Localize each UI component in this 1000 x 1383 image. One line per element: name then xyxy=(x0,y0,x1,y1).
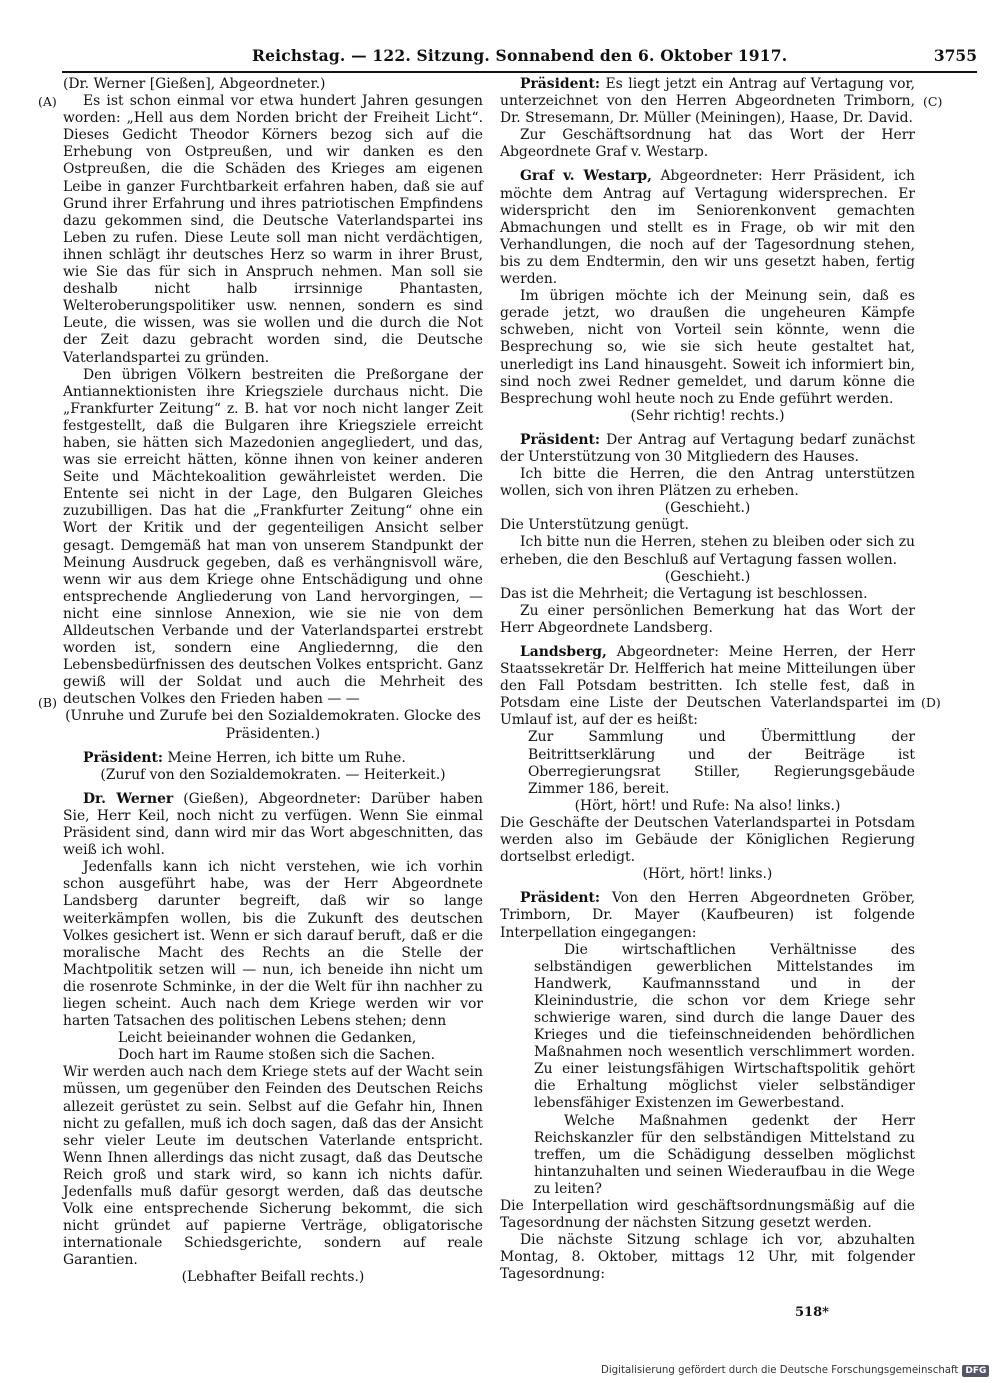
paragraph: Im übrigen möchte ich der Meinung sein, daß es gerade jetzt, wo draußen die ungeheuren Kämpfe schweben, nicht von Vorteil sein könnte, wenn die Besprechung so, wie sie sich heute gestaltet hat, unerledigt ins Land hinausgeht. Soweit ich informiert bin, sind noch zwei Redner gemeldet, und darum könne die Besprechung wohl heute noch zu Ende geführt werden. xyxy=(500,288,915,407)
page-number: 3755 xyxy=(933,46,977,65)
paragraph: Die Unterstützung genügt. xyxy=(500,517,689,534)
paragraph: Die nächste Sitzung schlage ich vor, abzuhalten Montag, 8. Oktober, mittags 12 Uhr, mit folgender Tagesordnung: xyxy=(500,1232,915,1283)
paragraph: Ich bitte nun die Herren, stehen zu bleiben oder sich zu erheben, die den Beschluß auf Vertagung fassen wollen. xyxy=(500,534,915,568)
dfg-logo: DFG xyxy=(962,1365,989,1377)
speaker-name: Präsident: xyxy=(520,890,601,907)
interpellation-text xyxy=(500,942,915,1198)
speaker-name: Präsident: xyxy=(520,431,601,448)
quotation: Zur Sammlung und Übermittlung der Beitrittserklärung und der Beiträge ist Oberregierungsrat Stiller, Regierungsgebäude Zimmer 186, bereit. xyxy=(528,729,915,797)
margin-marker-a: (A) xyxy=(38,94,57,109)
interjection: (Geschieht.) xyxy=(664,568,751,585)
paragraph: Die Geschäfte der Deutschen Vaterlandspartei in Potsdam werden also im Gebäude der Königlichen Regierung dortselbst erledigt. xyxy=(500,814,915,866)
margin-marker-d: (D) xyxy=(921,695,941,710)
speaker-name: Graf v. Westarp, xyxy=(520,168,652,185)
interjection: (Hört, hört! links.) xyxy=(642,866,773,883)
interjection: (Sehr richtig! rechts.) xyxy=(630,407,785,424)
paragraph: Das ist die Mehrheit; die Vertagung ist beschlossen. xyxy=(500,585,868,602)
speech-paragraph: Präsident: Der Antrag auf Vertagung bedarf zunächst der Unterstützung von 30 Mitgliedern des Hauses. xyxy=(500,431,916,465)
paragraph: Die Interpellation wird geschäftsordnungsmäßig auf die Tagesordnung der nächsten Sitzung gesetzt werden. xyxy=(500,1198,915,1232)
paragraph: Jedenfalls kann ich nicht verstehen, wie ich vorhin schon ausgeführt habe, was der Herr Abgeordnete Landsberg darunter begreift, daß wir so lange weiterkämpfen wollen, bis die Zukunft des deutschen Volkes gesichert ist. Wenn er sich darauf beruft, daß er die moralische Macht des Rechts an die Stelle der Machtpolitik setzen will — nun, ich beneide ihn nicht um die rosenrote Schminke, in der die Welt für ihn nachher zu liegen scheint. Auch nach dem Kriege werden wir vor harten Tatsachen des politischen Lebens stehen; denn xyxy=(63,859,483,1030)
speaker-name: Dr. Werner xyxy=(83,790,174,807)
interjection: (Unruhe und Zurufe bei den Sozialdemokraten. Glocke des Präsidenten.) xyxy=(65,708,481,742)
speaker-name: Landsberg, xyxy=(520,644,607,660)
verse-line: Leicht beieinander wohnen die Gedanken, xyxy=(118,1030,417,1047)
running-title: Reichstag. — 122. Sitzung. Sonnabend den 6. Oktober 1917. xyxy=(252,46,788,65)
speech-paragraph: Präsident: Von den Herren Abgeordneten Gröber, Trimborn, Dr. Mayer (Kaufbeuren) ist folgende Interpellation eingegangen: xyxy=(500,890,915,941)
speech-paragraph: Präsident: Meine Herren, ich bitte um Ruhe. xyxy=(83,749,406,766)
margin-marker-c: (C) xyxy=(923,94,943,109)
paragraph: Wir werden auch nach dem Kriege stets auf der Wacht sein müssen, um gegenüber den Feinden des Deutschen Reichs allezeit gerüstet zu sein. Selbst auf die Gefahr hin, Ihnen nicht zu gefallen, muß ich doch sagen, daß das der Ansicht sehr vieler Leute im deutschen Vaterlande entspricht. Wenn Ihnen allerdings das nicht zusagt, daß das Deutsche Reich groß und stark wird, so kann ich nichts dafür. Jedenfalls muß dafür gesorgt werden, daß das deutsche Volk eine entsprechende Sicherung bekommt, die sich nicht gründet auf papierne Verträge, obligatorische internationale Schiedsgerichte, sondern auf reale Garantien. xyxy=(63,1064,483,1269)
header-rule xyxy=(62,71,977,73)
interjection: (Lebhafter Beifall rechts.) xyxy=(181,1269,365,1286)
speaker-note: (Dr. Werner [Gießen], Abgeordneter.) xyxy=(63,76,326,92)
right-column xyxy=(500,76,915,1283)
speech-paragraph: Landsberg, Abgeordneter: Meine Herren, der Herr Staatssekretär Dr. Helfferich hat meine Mitteilungen über den Fall Potsdam bestritten. Ich stelle fest, daß in Potsdam eine Liste der Deutschen Vaterlandspartei im Umlauf ist, auf der es heißt: xyxy=(500,644,915,729)
paragraph: Zur Geschäftsordnung hat das Wort der Herr Abgeordnete Graf v. Westarp. xyxy=(500,127,915,161)
page-header xyxy=(62,44,977,70)
paragraph: Zu einer persönlichen Bemerkung hat das Wort der Herr Abgeordnete Landsberg. xyxy=(500,602,915,636)
signature-mark: 518* xyxy=(795,1305,829,1320)
left-column xyxy=(63,76,483,1287)
paragraph: Welche Maßnahmen gedenkt der Herr Reichskanzler für den selbständigen Mittelstand zu treffen, um die Schädigung desselben möglichst hintanzuhalten und seinen Wiederaufbau in die Wege zu leiten? xyxy=(534,1112,915,1197)
speech-paragraph: Dr. Werner (Gießen), Abgeordneter: Darüber haben Sie, Herr Keil, noch nicht zu verfügen. Wenn Sie einmal Präsident sind, dann wird mir das Wort abgeschnitten, das weiß ich wohl. xyxy=(63,790,483,859)
speech-paragraph: Graf v. Westarp, Abgeordneter: Herr Präsident, ich möchte dem Antrag auf Vertagung widersprechen. Er widerspricht den im Seniorenkonvent gemachten Abmachungen und stellt es in Frage, ob wir mit den Verhandlungen, die noch auf der Tagesordnung stehen, bis zu dem Endtermin, den wir uns gesetzt haben, fertig werden. xyxy=(500,168,915,288)
interjection: (Hört, hört! und Rufe: Na also! links.) xyxy=(574,797,841,814)
speaker-name: Präsident: xyxy=(520,76,601,92)
verse-line: Doch hart im Raume stoßen sich die Sachen. xyxy=(118,1047,436,1064)
interjection: (Geschieht.) xyxy=(664,500,751,517)
interjection: (Zuruf von den Sozialdemokraten. — Heiterkeit.) xyxy=(100,766,446,783)
speech-paragraph: Präsident: Es liegt jetzt ein Antrag auf Vertagung vor, unterzeichnet von den Herren Abgeordneten Trimborn, Dr. Stresemann, Dr. Müller (Meiningen), Haase, Dr. David. xyxy=(500,76,915,127)
digitization-credit: Digitalisierung gefördert durch die Deutsche Forschungsgemeinschaft DFG xyxy=(601,1365,989,1377)
margin-marker-b: (B) xyxy=(38,695,57,710)
paragraph: Ich bitte die Herren, die den Antrag unterstützen wollen, sich von ihren Plätzen zu erheben. xyxy=(500,466,915,500)
speaker-name: Präsident: xyxy=(83,749,164,766)
paragraph: Die wirtschaftlichen Verhältnisse des selbständigen gewerblichen Mittelstandes im Handwerk, Kaufmannsstand und in der Kleinindustrie, die schon vor dem Kriege sehr schwierige waren, sind durch die lange Dauer des Krieges und die tiefeinschneidenden behördlichen Maßnahmen noch wesentlich verschlimmert worden. Zu einer leistungsfähigen Wirtschaftspolitik gehört die Erhaltung möglichst vieler selbständiger lebensfähiger Existenzen im Gewerbestand. xyxy=(534,941,915,1112)
paragraph: Es ist schon einmal vor etwa hundert Jahren gesungen worden: „Hell aus dem Norden bricht der Freiheit Licht“. Dieses Gedicht Theodor Körners bezog sich auf die Erhebung von Ostpreußen, und wir danken es den Ostpreußen, die die Schäden des Krieges am eigenen Leibe in ganzer Furchtbarkeit erfahren haben, daß sie auf Grund ihrer Erfahrung und ihres patriotischen Empfindens dazu gekommen sind, die Deutsche Vaterlandspartei ins Leben zu rufen. Diese Leute soll man nicht verdächtigen, ihnen schlägt ihr deutsches Herz so warm in ihrer Brust, wie Sie das für sich in Anspruch nehmen. Man soll sie deshalb nicht halb irrsinnige Phantasten, Welteroberungspolitiker usw. nennen, sondern es sind Leute, die wissen, was sie wollen und die durch die Not der Zeit dazu gebracht worden sind, die Deutsche Vaterlandspartei zu gründen. xyxy=(63,93,483,366)
paragraph: Den übrigen Völkern bestreiten die Preßorgane der Antiannektionisten ihre Kriegsziele durchaus nicht. Die „Frankfurter Zeitung“ z. B. hat vor noch nicht langer Zeit festgestellt, daß die Bulgaren ihre Kriegsziele erreicht haben, sie hätten sich Mazedonien angegliedert, und das, was sie erreicht hätten, könne ihnen von keiner anderen Seite und Mächtekoalition gewährleistet werden. Die Entente sei nicht in der Lage, den Bulgaren Gleiches zuzubilligen. Das hat die „Frankfurter Zeitung“ ohne ein Wort der Kritik und der gegenteiligen Ansicht selber gesagt. Demgemäß hat man von unserem Standpunkt der Meinung Ausdruck gegeben, daß es verhängnisvoll wäre, wenn wir aus dem Kriege ohne Entschädigung und ohne entsprechende Angliederung von Land hervorgingen, — nicht eine sinnlose Annexion, wie sie nie von dem Alldeutschen Verbande und der Vaterlandspartei erstrebt worden ist, sondern eine Angliedernng, die den Lebensbedürfnissen des deutschen Volkes entspricht. Ganz gewiß will der Soldat und auch die Mehrheit des deutschen Volkes den Frieden haben — — xyxy=(63,366,483,708)
